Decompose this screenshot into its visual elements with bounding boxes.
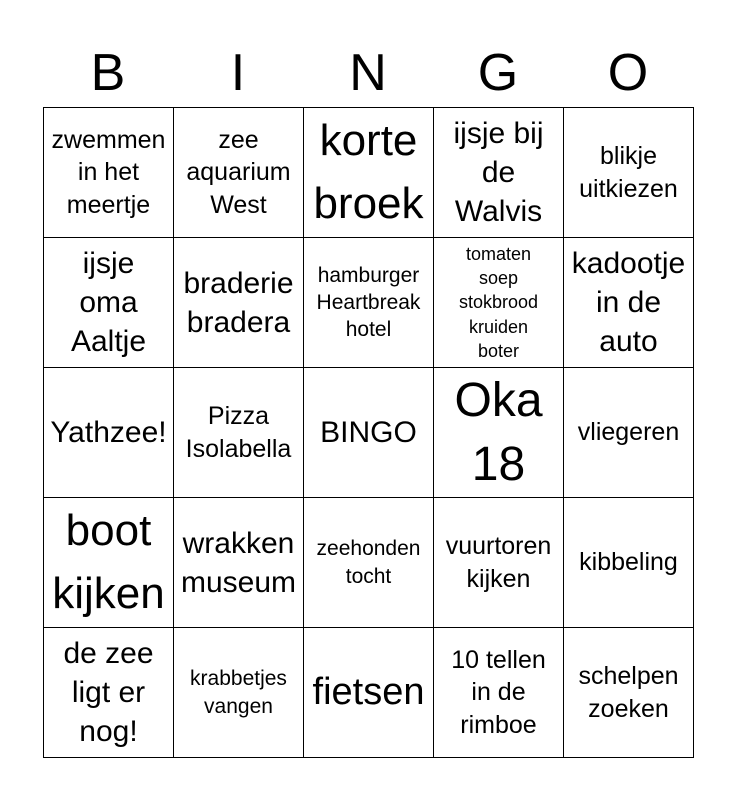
header-letter-i: I xyxy=(230,44,246,102)
bingo-header xyxy=(43,40,693,106)
bingo-cell[interactable]: hamburger Heartbreak hotel xyxy=(304,238,434,368)
bingo-cell[interactable]: vliegeren xyxy=(564,368,694,498)
bingo-cell[interactable]: kadootje in de auto xyxy=(564,238,694,368)
bingo-cell[interactable]: boot kijken xyxy=(44,498,174,628)
bingo-cell[interactable]: zwemmen in het meertje xyxy=(44,108,174,238)
bingo-cell[interactable]: braderie bradera xyxy=(174,238,304,368)
header-letter-o: O xyxy=(607,44,649,102)
bingo-cell[interactable]: kibbeling xyxy=(564,498,694,628)
bingo-cell[interactable]: ijsje bij de Walvis xyxy=(434,108,564,238)
bingo-cell[interactable]: vuurtoren kijken xyxy=(434,498,564,628)
bingo-cell[interactable]: de zee ligt er nog! xyxy=(44,628,174,758)
bingo-cell[interactable]: blikje uitkiezen xyxy=(564,108,694,238)
bingo-cell[interactable]: schelpen zoeken xyxy=(564,628,694,758)
bingo-cell[interactable]: zee aquarium West xyxy=(174,108,304,238)
header-letter-n: N xyxy=(349,44,387,102)
bingo-cell[interactable]: ijsje oma Aaltje xyxy=(44,238,174,368)
bingo-cell[interactable]: wrakken museum xyxy=(174,498,304,628)
bingo-cell[interactable]: Pizza Isolabella xyxy=(174,368,304,498)
header-letter-b: B xyxy=(90,44,126,102)
bingo-cell[interactable]: Yathzee! xyxy=(44,368,174,498)
bingo-cell[interactable]: 10 tellen in de rimboe xyxy=(434,628,564,758)
bingo-cell[interactable]: Oka 18 xyxy=(434,368,564,498)
bingo-cell[interactable]: krabbetjes vangen xyxy=(174,628,304,758)
bingo-grid xyxy=(43,107,694,758)
bingo-cell[interactable]: fietsen xyxy=(304,628,434,758)
header-letter-g: G xyxy=(477,44,519,102)
bingo-cell[interactable]: zeehonden tocht xyxy=(304,498,434,628)
bingo-cell[interactable]: BINGO xyxy=(304,368,434,498)
bingo-cell[interactable]: korte broek xyxy=(304,108,434,238)
bingo-cell[interactable]: tomaten soep stokbrood kruiden boter xyxy=(434,238,564,368)
